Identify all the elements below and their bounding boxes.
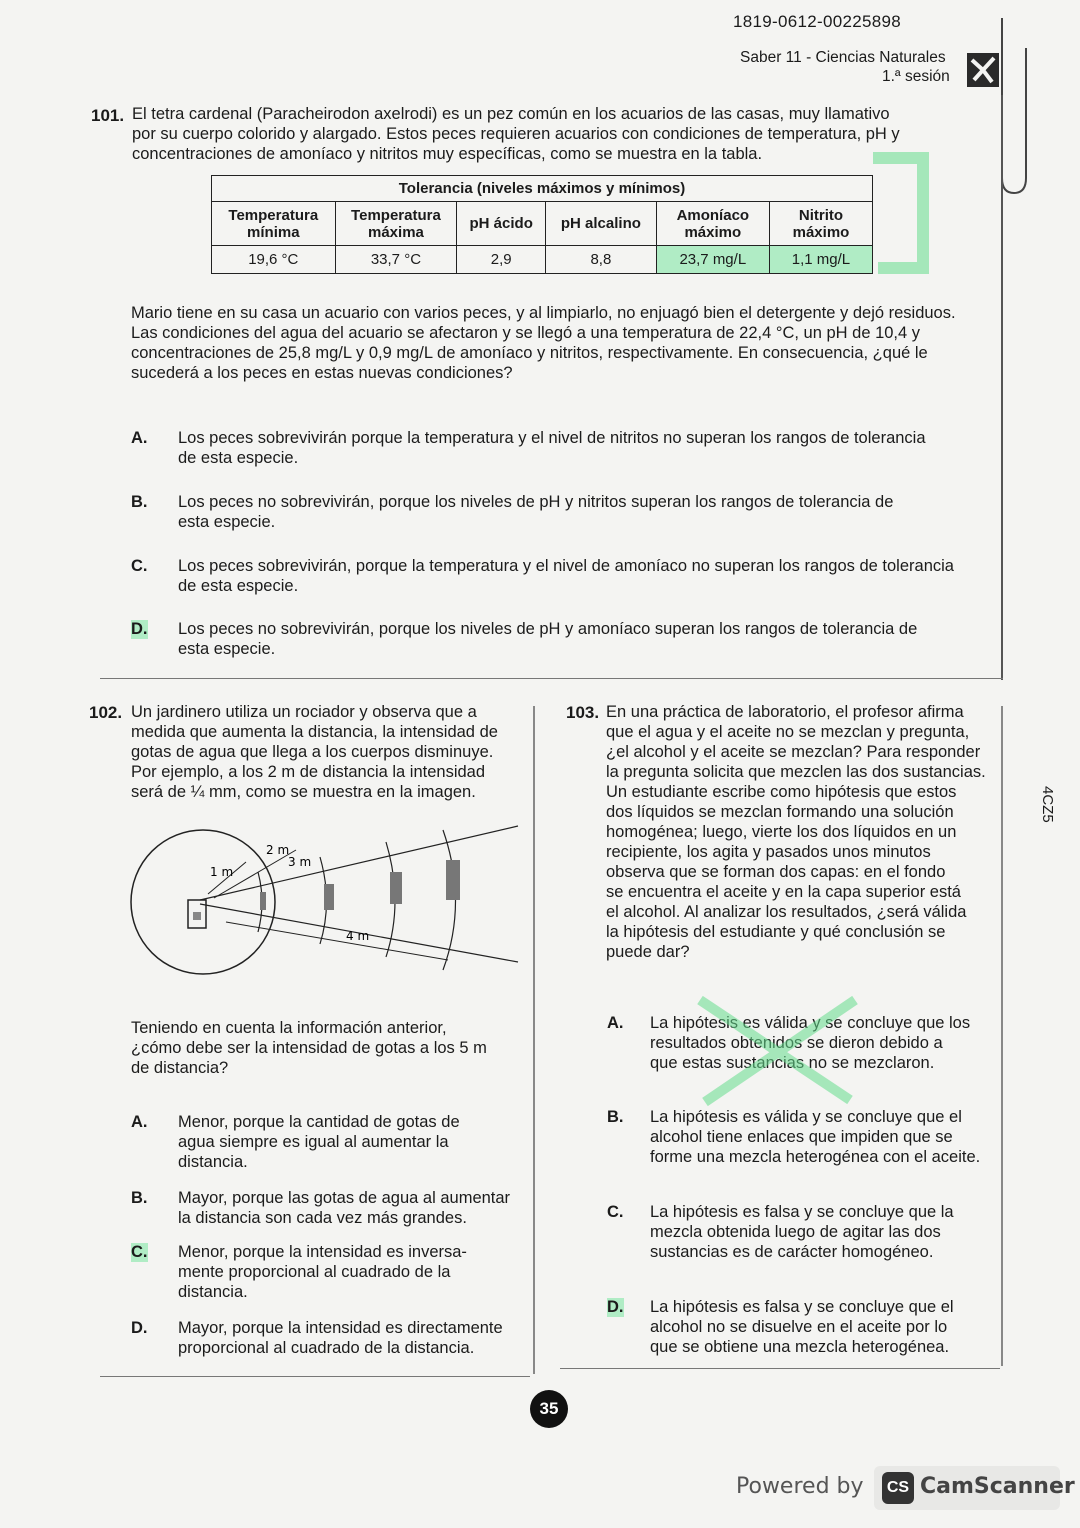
session-label: 1.ª sesión (882, 68, 950, 85)
option-line: que se obtiene una mezcla heterogénea. (650, 1338, 950, 1356)
option-line: de esta especie. (178, 449, 299, 467)
table-title: Tolerancia (niveles máximos y mínimos) (212, 176, 873, 202)
option-line: Los peces no sobrevivirán, porque los niveles de pH y nitritos superan los rangos de tolerancia de (178, 493, 894, 511)
option-letter: D. (131, 620, 148, 638)
exam-title: Saber 11 - Ciencias Naturales (740, 49, 946, 66)
option-line: que estas sustancias no se mezclaron. (650, 1054, 935, 1072)
option-line: forme una mezcla heterogénea con el aceite. (650, 1148, 981, 1166)
stem-line: gotas de agua que llega a los cuerpos disminuye. (131, 743, 494, 761)
option-line: Los peces sobrevivirán, porque la temperatura y el nivel de amoníaco no superan los rangos de tolerancia (178, 557, 954, 575)
cs-logo-text: CS (886, 1479, 910, 1496)
option-letter: A. (607, 1014, 624, 1032)
stem-line: el alcohol. Al analizar los resultados, ¿será válida (606, 903, 967, 921)
option-line: alcohol no se disuelve en el aceite por lo (650, 1318, 948, 1336)
stem-line: que el agua y el aceite no se mezclan y pregunta, (606, 723, 970, 741)
option-line: Los peces no sobrevivirán, porque los niveles de pH y amoníaco superan los rangos de tolerancia de (178, 620, 918, 638)
stem-line: puede dar? (606, 943, 690, 961)
stem-line: ¿el alcohol y el aceite se mezclan? Para responder (606, 743, 981, 761)
option-letter: B. (607, 1108, 624, 1126)
table-cell: 8,8 (546, 246, 657, 274)
camscanner-icon (882, 1472, 914, 1504)
option-letter: D. (131, 1319, 148, 1337)
question-103-number: 103. (566, 703, 600, 722)
question-102-stem (131, 702, 526, 802)
option-line: La hipótesis es falsa y se concluye que la (650, 1203, 954, 1221)
option-letter: C. (131, 557, 148, 575)
option-line: resultados obtenidos se dieron debido a (650, 1034, 943, 1052)
option-line: La hipótesis es válida y se concluye que el (650, 1108, 962, 1126)
option-letter: B. (131, 1189, 148, 1207)
table-header: pH ácido (457, 202, 546, 246)
option-letter: C. (131, 1243, 148, 1261)
option-letter: C. (607, 1203, 624, 1221)
stem-line: por su cuerpo colorido y alargado. Estos peces requieren acuarios con condiciones de temperatura, pH y (132, 125, 900, 143)
option-letter: A. (131, 1113, 148, 1131)
option-line: de esta especie. (178, 577, 299, 595)
stem-line: El tetra cardenal (Paracheirodon axelrodi) es un pez común en los acuarios de las casas, muy llamativo (132, 105, 890, 123)
question-101-context (131, 303, 1001, 383)
distance-label-2m: 2 m (266, 843, 290, 857)
option-line: Menor, porque la intensidad es inversa- (178, 1243, 467, 1261)
question-line: Teniendo en cuenta la información anterior, (131, 1019, 447, 1037)
distance-label-1m: 1 m (210, 865, 234, 879)
table-header: Temperatura máxima (335, 202, 457, 246)
table-cell: 33,7 °C (335, 246, 457, 274)
camscanner-logo (874, 1466, 1075, 1510)
option-line: agua siempre es igual al aumentar la (178, 1133, 449, 1151)
bracket-mark-icon (868, 150, 948, 280)
question-102-number: 102. (89, 703, 123, 722)
question-line: de distancia? (131, 1059, 229, 1077)
option-line: Los peces sobrevivirán porque la temperatura y el nivel de nitritos no superan los rangos de tolerancia (178, 429, 926, 447)
document-code: 1819-0612-00225898 (733, 12, 901, 31)
option-line: La hipótesis es falsa y se concluye que el (650, 1298, 954, 1316)
question-101-number: 101. (91, 106, 125, 125)
table-cell: 23,7 mg/L (656, 246, 769, 274)
option-line: mente proporcional al cuadrado de la (178, 1263, 451, 1281)
page-number: 35 (539, 1399, 559, 1418)
powered-by-label: Powered by (736, 1474, 864, 1499)
table-cell: 1,1 mg/L (769, 246, 872, 274)
stem-line: dos líquidos se mezclan formando una solución (606, 803, 954, 821)
stem-line: medida que aumenta la distancia, la intensidad de (131, 723, 498, 741)
option-letter: D. (607, 1298, 624, 1316)
option-line: la distancia son cada vez más grandes. (178, 1209, 467, 1227)
option-line: mezcla obtenida luego de agitar las dos (650, 1223, 941, 1241)
table-header: Amoníaco máximo (656, 202, 769, 246)
context-line: Mario tiene en su casa un acuario con varios peces, y al limpiarlo, no enjuagó bien el detergente y dejó residuos. (131, 304, 956, 322)
option-line: proporcional al cuadrado de la distancia. (178, 1339, 475, 1357)
cross-mark-icon (690, 990, 870, 1110)
table-header: pH alcalino (546, 202, 657, 246)
stem-line: la hipótesis del estudiante y qué conclusión se (606, 923, 946, 941)
stem-line: Un jardinero utiliza un rociador y observa que a (131, 703, 477, 721)
option-line: esta especie. (178, 513, 276, 531)
distance-label-3m: 3 m (288, 855, 312, 869)
stem-line: será de ¼ mm, como se muestra en la imagen. (131, 783, 476, 801)
option-line: distancia. (178, 1283, 248, 1301)
context-line: concentraciones de 25,8 mg/L y 0,9 mg/L de amoníaco y nitritos, respectivamente. En consecuencia, ¿qué le (131, 344, 928, 362)
question-102-question (131, 1018, 526, 1078)
stem-line: concentraciones de amoníaco y nitritos muy específicas, como se muestra en la tabla. (132, 145, 763, 163)
stem-line: Por ejemplo, a los 2 m de distancia la intensidad (131, 763, 486, 781)
stem-line: recipiente, los agita y pasados unos minutos (606, 843, 931, 861)
option-line: La hipótesis es válida y se concluye que los (650, 1014, 971, 1032)
distance-label-4m: 4 m (346, 929, 370, 943)
stem-line: se encuentra el aceite y en la capa superior está (606, 883, 961, 901)
stem-line: En una práctica de laboratorio, el profesor afirma (606, 703, 964, 721)
option-line: esta especie. (178, 640, 276, 658)
page-number-badge (530, 1390, 568, 1428)
question-line: ¿cómo debe ser la intensidad de gotas a los 5 m (131, 1039, 487, 1057)
option-line: Mayor, porque la intensidad es directamente (178, 1319, 503, 1337)
stem-line: Un estudiante escribe como hipótesis que estos (606, 783, 957, 801)
table-header: Temperatura mínima (212, 202, 336, 246)
option-letter: A. (131, 429, 148, 447)
question-103-stem (606, 702, 994, 962)
option-line: distancia. (178, 1153, 248, 1171)
sprinkler-diagram (128, 812, 528, 992)
table-cell: 19,6 °C (212, 246, 336, 274)
context-line: sucederá a los peces en estas nuevas condiciones? (131, 364, 513, 382)
tolerance-table (211, 175, 873, 274)
table-cell: 2,9 (457, 246, 546, 274)
context-line: Las condiciones del agua del acuario se afectaron y se llegó a una temperatura de 22,4 °C, un pH de 10,4 y (131, 324, 921, 342)
side-code: 4CZ5 (1039, 786, 1056, 823)
stem-line: observa que se forman dos capas: en el fondo (606, 863, 946, 881)
option-line: sustancias es de carácter homogéneo. (650, 1243, 934, 1261)
option-line: Menor, porque la cantidad de gotas de (178, 1113, 460, 1131)
option-line: Mayor, porque las gotas de agua al aumentar (178, 1189, 511, 1207)
option-letter: B. (131, 493, 148, 511)
camscanner-brand: CamScanner (920, 1474, 1075, 1499)
table-header: Nitrito máximo (769, 202, 872, 246)
stem-line: homogénea; luego, vierte los dos líquidos en un (606, 823, 957, 841)
stem-line: la pregunta solicita que mezclen las dos sustancias. (606, 763, 986, 781)
option-line: alcohol tiene enlaces que impiden que se (650, 1128, 953, 1146)
